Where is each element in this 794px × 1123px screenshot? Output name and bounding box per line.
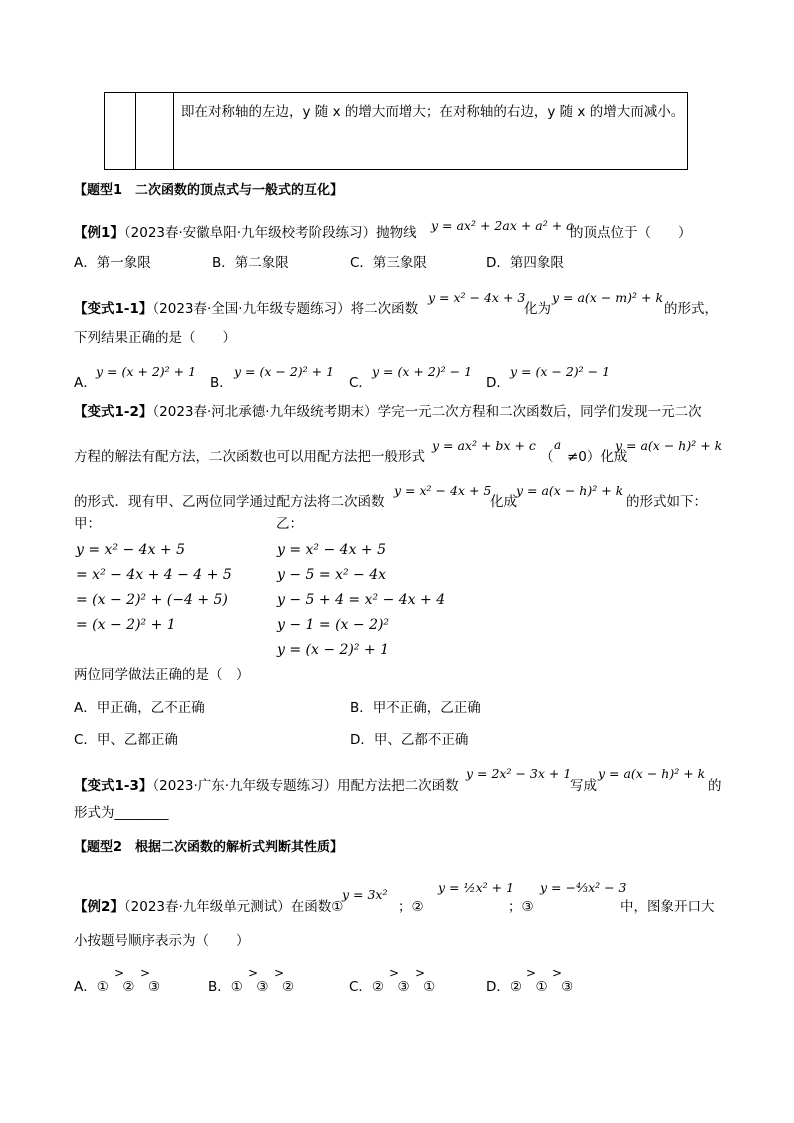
jia-step-2: = x² − 4x + 4 − 4 + 5 (76, 567, 232, 583)
variant-1-3-source: （2023·广东·九年级专题练习）用配方法把二次函数 (152, 778, 459, 794)
example-2-function-1: y = 3x² (342, 887, 388, 902)
gt-sign: > (114, 966, 125, 980)
gt-sign: > (274, 966, 285, 980)
yi-step-4: y − 1 = (x − 2)² (277, 617, 390, 633)
example-2-option-c: C．② ③ ① (349, 979, 436, 995)
variant-1-2-line-3-mid: 化成 (490, 494, 517, 510)
variant-1-1-formula-1: y = x² − 4x + 3 (428, 290, 526, 305)
variant-1-1-line-2: 下列结果正确的是（ ） (74, 330, 236, 346)
variant-1-3-formula-2: y = a(x − h)² + k (598, 766, 706, 781)
variant-1-1-label: 【变式1-1】 (74, 301, 153, 317)
variant-1-2-option-c: C．甲、乙都正确 (74, 732, 178, 748)
variant-1-1-tail: 的形式， (664, 301, 718, 317)
example-2-option-a: A．① ② ③ (74, 979, 161, 995)
example-1-option-d: D．第四象限 (486, 255, 564, 271)
example-2-sep-1: ；② (398, 899, 424, 915)
jia-label: 甲： (74, 516, 101, 532)
jia-step-4: = (x − 2)² + 1 (76, 617, 176, 633)
example-1-source: （2023春·安徽阜阳·九年级校考阶段练习）抛物线 (123, 225, 417, 241)
table-row-text: 即在对称轴的左边，y 随 x 的增大而增大；在对称轴的右边，y 随 x 的增大而减小。 (181, 104, 685, 120)
property-table (104, 92, 688, 170)
variant-1-3-mid: 写成 (570, 778, 597, 794)
example-1-question (74, 225, 417, 241)
example-1-option-c: C．第三象限 (350, 255, 427, 271)
example-1-tail: 的顶点位于（ ） (570, 225, 692, 241)
table-divider (173, 93, 174, 169)
variant-1-1-option-d-formula: y = (x − 2)² − 1 (510, 364, 611, 379)
variant-1-2-question: 两位同学做法正确的是（ ） (74, 667, 250, 683)
jia-step-3: = (x − 2)² + (−4 + 5) (76, 592, 228, 608)
yi-step-2: y − 5 = x² − 4x (277, 567, 387, 583)
table-divider (135, 93, 136, 169)
variant-1-3-line-2: 形式为________ (74, 805, 169, 821)
variant-1-1-option-b-formula: y = (x − 2)² + 1 (234, 364, 335, 379)
variant-1-1-option-a-formula: y = (x + 2)² + 1 (96, 364, 197, 379)
yi-step-3: y − 5 + 4 = x² − 4x + 4 (277, 592, 446, 608)
example-2-tail: 中，图象开口大 (620, 899, 715, 915)
example-1-formula: y = ax² + 2ax + a² + a (431, 218, 574, 233)
variant-1-3-label: 【变式1-3】 (74, 778, 153, 794)
example-2-source: （2023春·九年级单元测试）在函数① (123, 899, 344, 915)
example-2-line-2: 小按题号顺序表示为（ ） (74, 933, 250, 949)
example-2-question (74, 899, 343, 915)
variant-1-1-option-b-label: B． (210, 375, 233, 391)
variant-1-2-option-a: A．甲正确，乙不正确 (74, 700, 205, 716)
variant-1-2-line-2: 方程的解法有配方法，二次函数也可以用配方法把一般形式 (74, 449, 425, 465)
variant-1-2-formula-3b: y = a(x − h)² + k (516, 483, 624, 498)
section-title-1: 【题型1 二次函数的顶点式与一般式的互化】 (74, 183, 344, 198)
variant-1-2-option-b: B．甲不正确，乙正确 (350, 700, 481, 716)
example-1-label: 【例1】 (74, 225, 124, 241)
variant-1-2-formula-general: y = ax² + bx + c (432, 438, 536, 453)
yi-label: 乙： (276, 516, 303, 532)
variant-1-1-mid: 化为 (524, 301, 551, 317)
example-2-option-b: B．① ③ ② (208, 979, 295, 995)
variant-1-3-question (74, 778, 459, 794)
example-2-option-d: D．② ① ③ (486, 979, 574, 995)
variant-1-3-formula-1: y = 2x² − 3x + 1 (466, 766, 572, 781)
section-title-2: 【题型2 根据二次函数的解析式判断其性质】 (74, 840, 344, 855)
variant-1-1-option-d-label: D． (486, 375, 510, 391)
variant-1-1-formula-2: y = a(x − m)² + k (552, 290, 664, 305)
example-1-option-b: B．第二象限 (212, 255, 289, 271)
variant-1-1-question (74, 301, 418, 317)
variant-1-1-option-a-label: A． (74, 375, 97, 391)
variant-1-2-line-1-text: （2023春·河北承德·九年级统考期末）学完一元二次方程和二次函数后，同学们发现一元二次 (152, 404, 702, 420)
jia-step-1: y = x² − 4x + 5 (76, 542, 186, 558)
variant-1-2-line-1 (74, 404, 702, 420)
variant-1-2-condition-a: a (554, 438, 562, 452)
variant-1-2-formula-vertex: y = a(x − h)² + k (615, 438, 723, 453)
gt-sign: > (526, 966, 537, 980)
example-2-function-2: y = ½x² + 1 (438, 880, 515, 895)
gt-sign: > (248, 966, 259, 980)
gt-sign: > (389, 966, 400, 980)
variant-1-2-condition: （ ≠0）化成 (540, 449, 628, 465)
variant-1-2-formula-3: y = x² − 4x + 5 (394, 483, 492, 498)
variant-1-2-label: 【变式1-2】 (74, 404, 153, 420)
variant-1-2-line-3: 的形式．现有甲、乙两位同学通过配方法将二次函数 (74, 494, 385, 510)
example-2-function-3: y = −⁴⁄₃x² − 3 (540, 880, 627, 895)
yi-step-1: y = x² − 4x + 5 (277, 542, 387, 558)
gt-sign: > (552, 966, 563, 980)
example-2-sep-2: ；③ (508, 899, 534, 915)
example-2-label: 【例2】 (74, 899, 124, 915)
variant-1-1-option-c-label: C． (349, 375, 372, 391)
example-1-option-a: A．第一象限 (74, 255, 151, 271)
gt-sign: > (415, 966, 426, 980)
variant-1-2-option-d: D．甲、乙都不正确 (350, 732, 469, 748)
variant-1-1-option-c-formula: y = (x + 2)² − 1 (372, 364, 473, 379)
variant-1-3-tail: 的 (708, 778, 722, 794)
variant-1-2-line-3-tail: 的形式如下： (626, 494, 707, 510)
gt-sign: > (140, 966, 151, 980)
variant-1-1-source: （2023春·全国·九年级专题练习）将二次函数 (152, 301, 419, 317)
yi-step-5: y = (x − 2)² + 1 (277, 642, 390, 658)
